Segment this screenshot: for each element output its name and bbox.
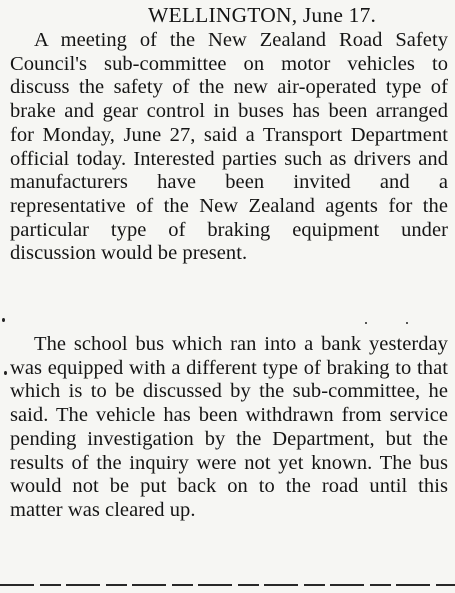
article-paragraph-1: A meeting of the New Zealand Road Safety Council's sub-committee on motor vehicles to discuss the safety of the new air-operated type of brake and gear control in buses has been arranged for Monday, June 27, said a Transport Department official today. Interested parties such as drivers and manufacturers have been invited and a representative of the New Zealand agents for the particular type of braking equipment under discussion would be present. [10,29,448,265]
print-speck [4,371,7,375]
dateline: WELLINGTON, June 17. [148,3,377,27]
print-speck [2,318,5,322]
column-bottom-rule [0,584,455,586]
print-speck [406,322,408,324]
article-paragraph-2: The school bus which ran into a bank yesterday was equipped with a different type of braking to that which is to be discussed by the sub-committee, he said. The vehicle has been withdrawn from service pending investigation by the Department, but the results of the inquiry were not yet known. The bus would not be put back on to the road until this matter was cleared up. [10,333,448,521]
print-speck [365,322,367,324]
